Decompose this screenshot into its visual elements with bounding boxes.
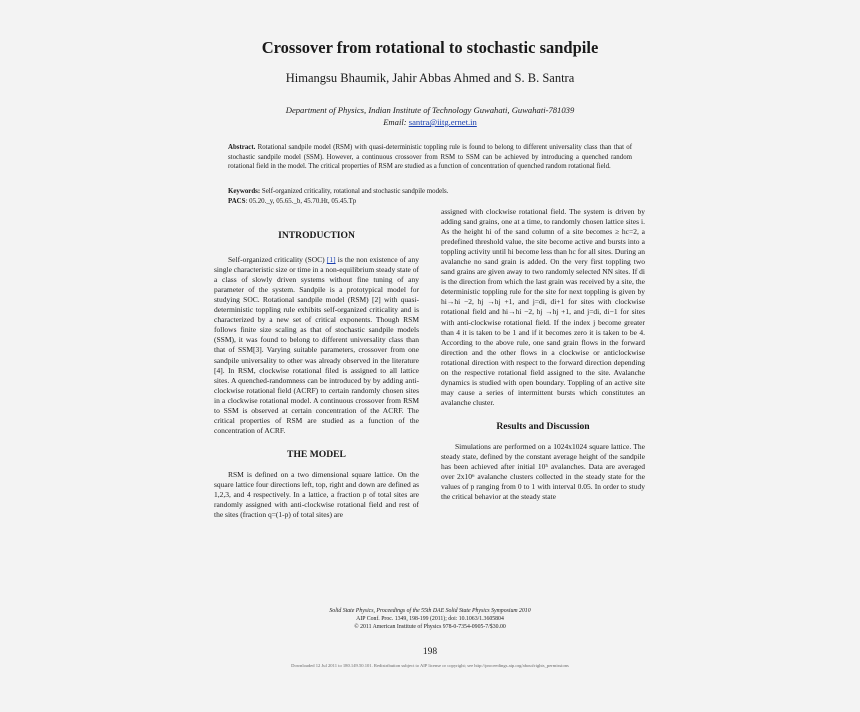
keywords-line [228, 187, 632, 197]
introduction-heading: INTRODUCTION [278, 230, 355, 241]
left-column [214, 231, 419, 520]
footer-line-2: AIP Conf. Proc. 1349, 198-199 (2011); doi: 10.1063/1.3605804 [356, 616, 504, 623]
results-heading: Results and Discussion [496, 420, 590, 432]
right-column [441, 207, 645, 502]
reference-link-1[interactable]: [1] [326, 255, 336, 265]
abstract [228, 143, 632, 172]
pacs-text: : 05.20._y, 05.65._b, 45.70.Ht, 05.45.Tp [245, 198, 357, 205]
abstract-text: Rotational sandpile model (RSM) with quasi-deterministic toppling rule is found to belong to different universality class than that of stochastic sandpile model (SSM). However, a continuous crossover from RSM to SSM can be achieved by introducing a quenched random rotational field in the model. The critical properties of RSM are studied as a function of concentration of quenched random rotational field. [228, 144, 632, 171]
page-number: 198 [422, 647, 438, 657]
paper-authors: Himangsu Bhaumik, Jahir Abbas Ahmed and S. B. Santra [285, 71, 575, 85]
proceedings-footer [0, 607, 860, 632]
footer-line-1: Solid State Physics, Proceedings of the 55th DAE Solid State Physics Symposium 2010 [329, 608, 531, 614]
paper-title: Crossover from rotational to stochastic sandpile [261, 38, 599, 57]
intro-text-rest: is the non existence of any single characteristic size or time in a non-equilibrium steady state of a class of slowly driven systems without fine tuning of any parameter of the system. Sandpile is a prototypical model for studying SOC. Rotational sandpile model (RSM) [2] with quasi-deterministic toppling rule exhibits self-organized criticality and is characterized by a new set of critical exponents. Though RSM follows finite size scaling as that of stochastic sandpile models (SSM), it was found to belong to different universality class than that of SSM[3]. Varying suitable parameters, crossover from one sandpile universality to other was already observed in the literature [4]. In RSM, clockwise rotational filed is assigned to all lattice sites. A quenched-randomness can be introduced by by adding anti-clockwise rotational field (ACRF) to certain randomly chosen sites in a clockwise rotational model. A continuous crossover from RSM to SSM is observed at certain concentration of the ACRF. The critical properties of RSM are studied as a function of the concentration of ACRF. [214, 255, 419, 435]
model-heading: THE MODEL [287, 448, 346, 460]
footer-line-3: © 2011 American Institute of Physics 978-0-7354-0905-7/$30.00 [354, 624, 506, 631]
affiliation-block [0, 104, 860, 128]
results-paragraph: Simulations are performed on a 1024x1024 square lattice. The steady state, defined by the constant average height of the sandpile has been achieved after initial 10⁵ avalanches. Data are averaged over 2x10⁶ avalanche clusters collected in the steady state for the values of p ranging from 0 to 1 with interval 0.05. In order to study the critical behavior at the steady state [441, 441, 645, 502]
email-label: Email: [383, 117, 407, 127]
abstract-label: Abstract. [228, 144, 256, 151]
keywords-label: Keywords: [228, 188, 261, 195]
model-paragraph-continued: assigned with clockwise rotational field. The system is driven by adding sand grains, one at a time, to randomly chosen lattice sites i. As the height hi of the sand column of a site becomes ≥ hc=2, a predefined threshold value, the site become active and bursts into a toppling activity until hi become less than hc for all sites. During an avalanche no sand grain is added. On the very first toppling two sand grains are given away to two randomly selected NN sites. If di is the direction from which the last grain was received by a site, the deterministic toppling rule for the site for next toppling is given by hi→hi −2, hj →hj +1, and j=di, di+1 for sites with clockwise rotational field and hi→hi −2, hj →hj +1, and j=di, di−1 for sites with anti-clockwise rotational field. If the index j become greater than 4 it is taken to be 1 and if it becomes zero it is taken to be 4. According to the above rule, one sand grain flows in the forward direction and the other flows in a clockwise or anticlockwise rotational direction with respect to the forward direction depending on the respective rotational field assigned to the site. Avalanche dynamics is studied with open boundary. Toppling of an active site may cause a series of intermittent bursts which constitutes an avalanche cluster. [441, 207, 645, 407]
email-link[interactable]: santra@iitg.ernet.in [408, 117, 477, 127]
pacs-line [228, 197, 632, 207]
keywords-block [228, 187, 632, 207]
affiliation: Department of Physics, Indian Institute of Technology Guwahati, Guwahati-781039 [285, 105, 575, 115]
pacs-label: PACS [228, 198, 246, 205]
email-line [0, 116, 860, 128]
keywords-text: Self-organized criticality, rotational and stochastic sandpile models. [261, 188, 449, 195]
introduction-paragraph [214, 255, 419, 436]
download-note: Downloaded 12 Jul 2011 to 180.149.50.101. Redistribution subject to AIP license or copyright; see http://proceedings.aip.org/about/rights_permissions [291, 663, 569, 668]
intro-text-start: Self-organized criticality (SOC) [228, 255, 325, 265]
model-paragraph: RSM is defined on a two dimensional square lattice. On the square lattice four directions left, top, right and down are defined as 1,2,3, and 4 respectively. In a lattice, a fraction p of total sites are randomly assigned with anti-clockwise rotational field and rest of the sites (fraction q=(1-p) of total sites) are [214, 469, 419, 520]
